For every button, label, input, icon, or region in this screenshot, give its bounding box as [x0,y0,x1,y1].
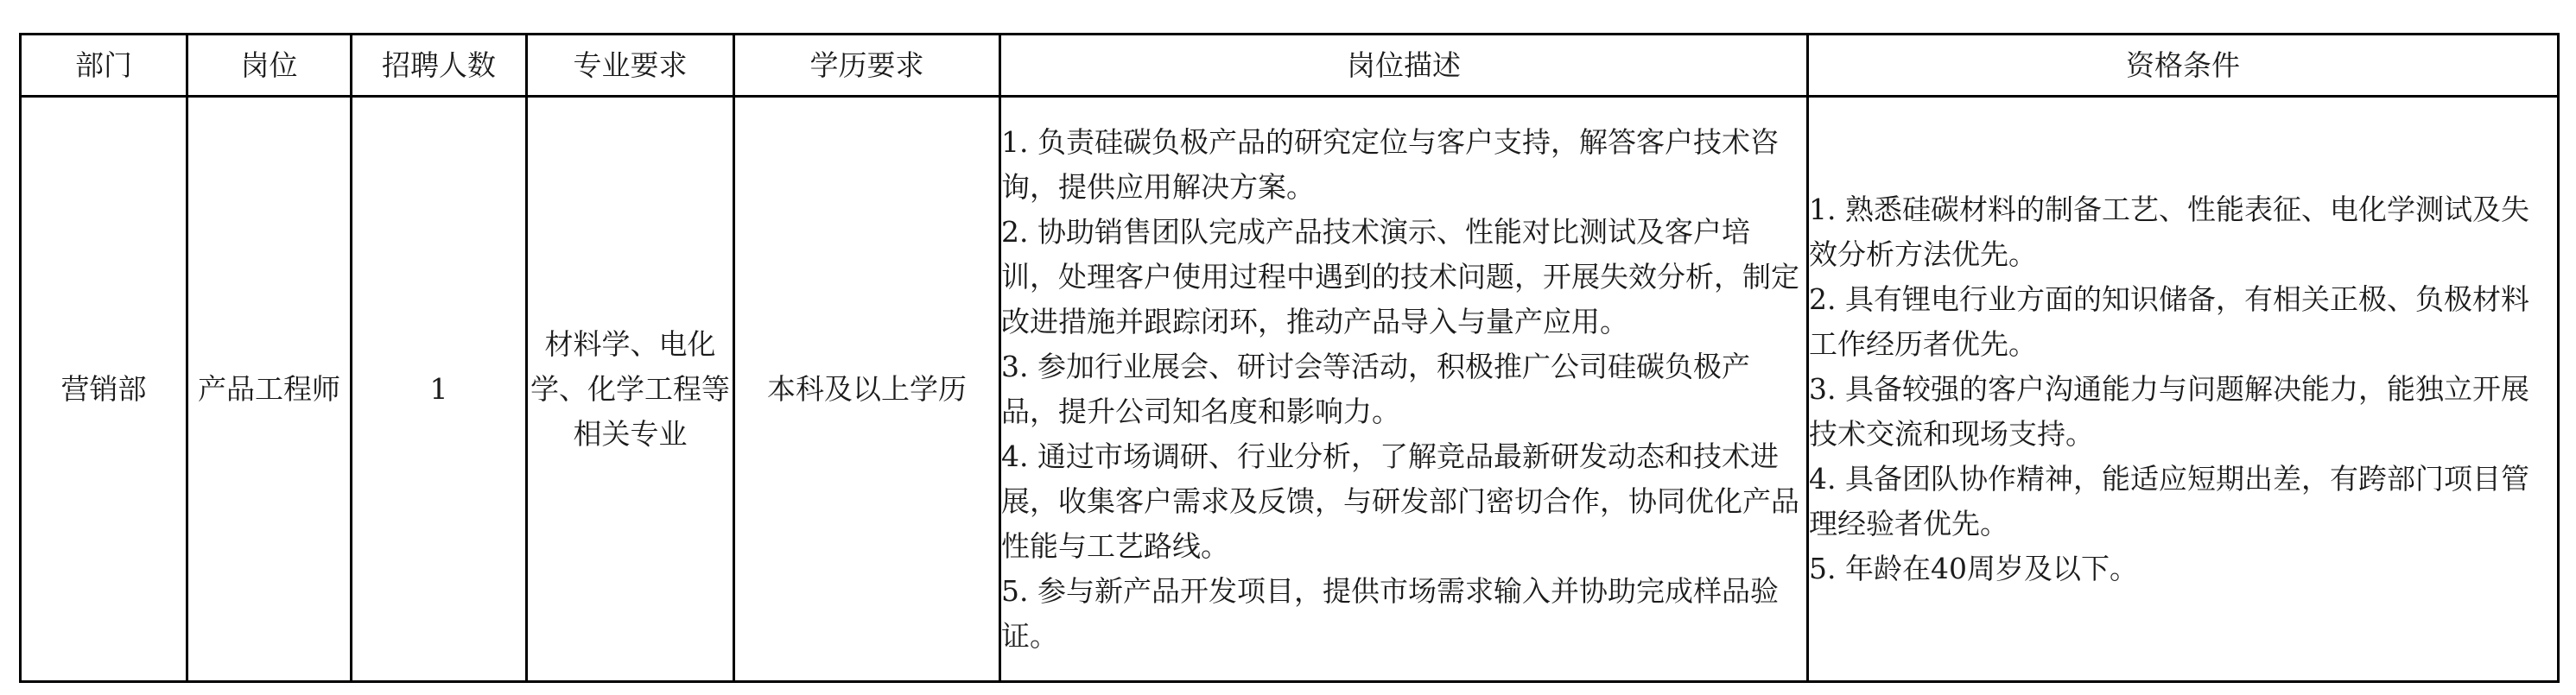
cell-headcount: 1 [352,97,527,682]
qualifications-list [1809,187,2557,591]
header-major: 专业要求 [527,35,734,97]
cell-qualifications [1808,97,2559,682]
description-item-4: 4. 通过市场调研、行业分析，了解竞品最新研发动态和技术进展，收集客户需求及反馈，与研发部门密切合作，协同优化产品性能与工艺路线。 [1001,439,1799,563]
qualification-item-3: 3. 具备较强的客户沟通能力与问题解决能力，能独立开展技术交流和现场支持。 [1809,371,2529,451]
qualification-item-4: 4. 具备团队协作精神，能适应短期出差，有跨部门项目管理经验者优先。 [1809,461,2529,540]
recruitment-table [19,33,2560,683]
description-list [1001,120,1806,659]
qualification-item-1: 1. 熟悉硅碳材料的制备工艺、性能表征、电化学测试及失效分析方法优先。 [1809,192,2529,271]
qualification-item-5: 5. 年龄在40周岁及以下。 [1809,551,2138,585]
header-department: 部门 [21,35,187,97]
description-item-3: 3. 参加行业展会、研讨会等活动，积极推广公司硅碳负极产品，提升公司知名度和影响力。 [1001,349,1750,428]
cell-education: 本科及以上学历 [734,97,1000,682]
table-header-row [21,35,2559,97]
cell-major: 材料学、电化学、化学工程等相关专业 [527,97,734,682]
cell-position: 产品工程师 [187,97,352,682]
header-education: 学历要求 [734,35,1000,97]
header-headcount: 招聘人数 [352,35,527,97]
description-item-2: 2. 协助销售团队完成产品技术演示、性能对比测试及客户培训，处理客户使用过程中遇到的技术问题，开展失效分析，制定改进措施并跟踪闭环，推动产品导入与量产应用。 [1001,214,1799,338]
header-qualifications: 资格条件 [1808,35,2559,97]
description-item-5: 5. 参与新产品开发项目，提供市场需求输入并协助完成样品验证。 [1001,573,1779,653]
header-description: 岗位描述 [1000,35,1808,97]
description-item-1: 1. 负责硅碳负极产品的研究定位与客户支持，解答客户技术咨询，提供应用解决方案。 [1001,124,1779,204]
header-position: 岗位 [187,35,352,97]
table-row [21,97,2559,682]
cell-description [1000,97,1808,682]
qualification-item-2: 2. 具有锂电行业方面的知识储备，有相关正极、负极材料工作经历者优先。 [1809,281,2529,361]
cell-department: 营销部 [21,97,187,682]
